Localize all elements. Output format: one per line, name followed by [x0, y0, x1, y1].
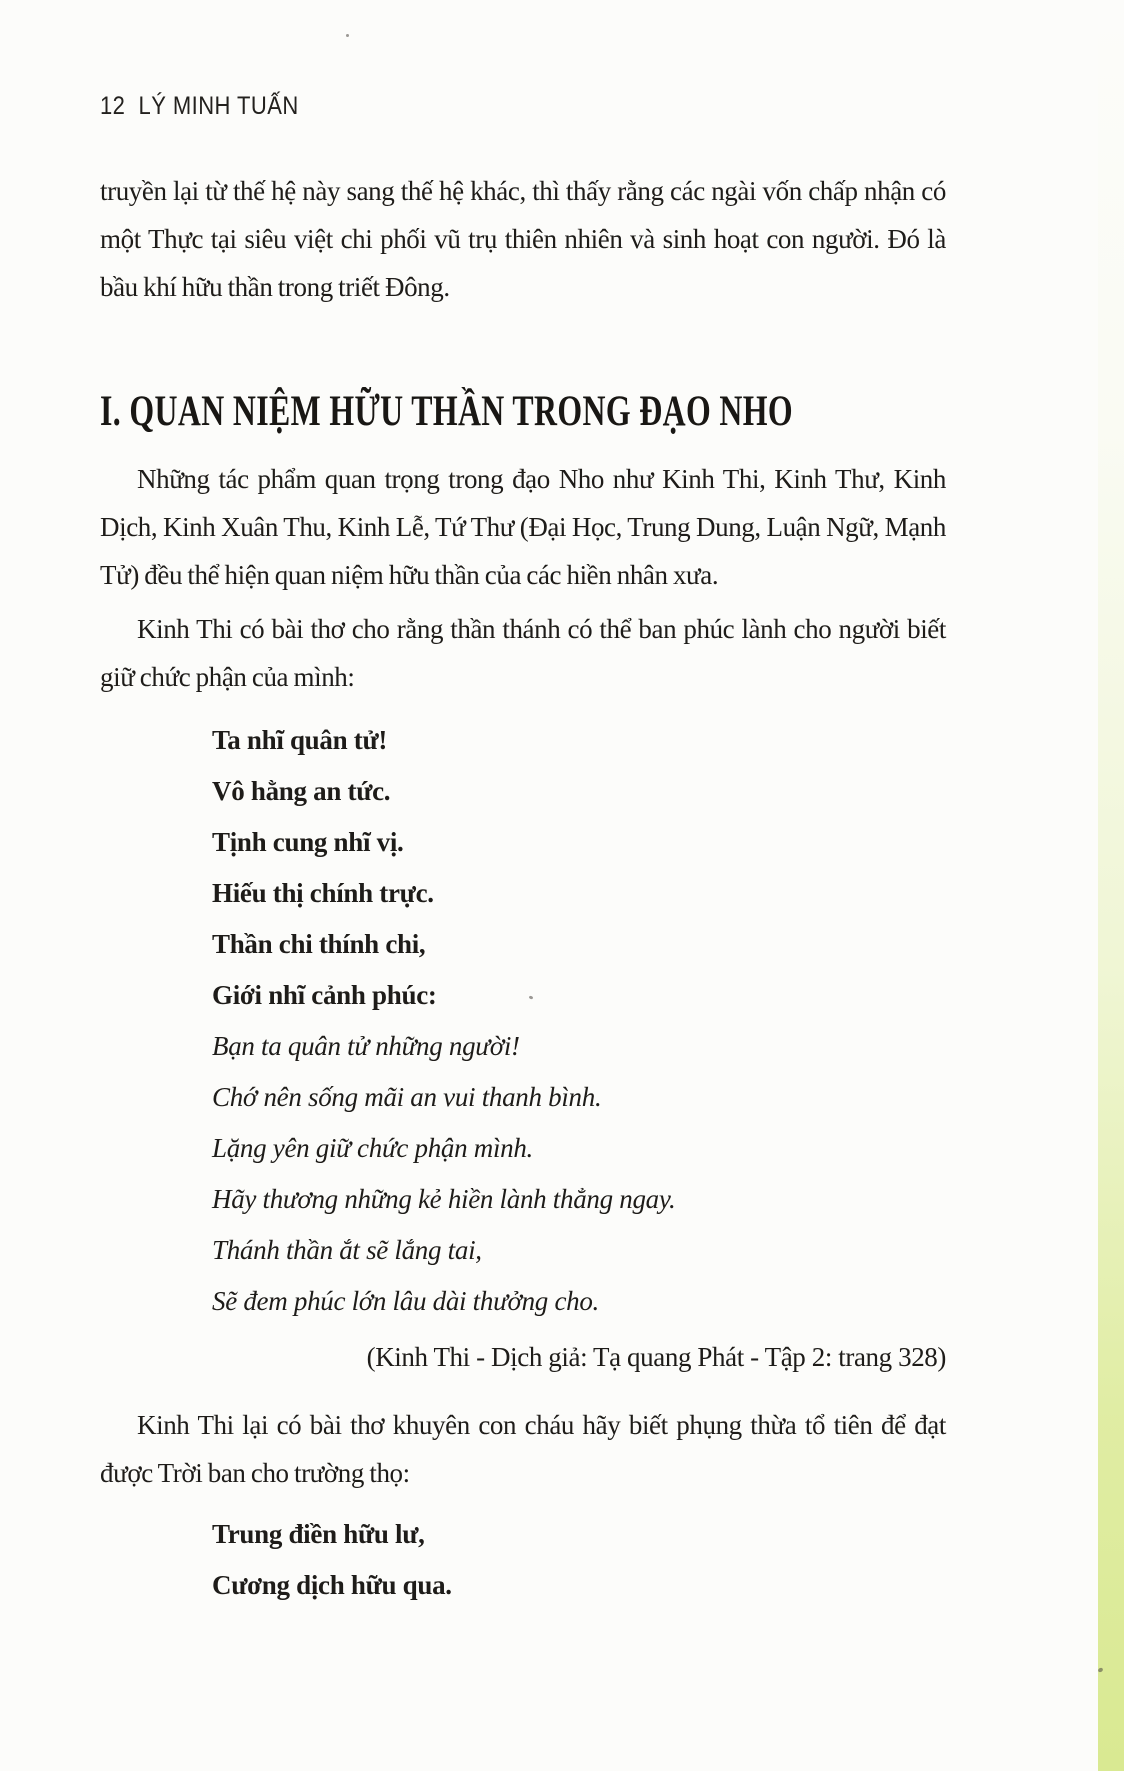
scan-edge-tint [1098, 0, 1124, 1771]
running-title: LÝ MINH TUẤN [138, 92, 299, 120]
poem-line: Hãy thương những kẻ hiền lành thẳng ngay. [212, 1184, 676, 1214]
intro-paragraph: truyền lại từ thế hệ này sang thế hệ khác, thì thấy rằng các ngài vốn chấp nhận có một Thực tại siêu việt chi phối vũ trụ thiên nhiên và sinh hoạt con người. Đó là bầu khí hữu thần trong triết Đông. [100, 176, 946, 302]
paragraph-poem-intro: Kinh Thi có bài thơ cho rằng thần thánh có thể ban phúc lành cho người biết giữ chức phận của mình: [100, 614, 946, 692]
poem-line: Trung điền hữu lư, [212, 1519, 425, 1549]
scan-speck [1097, 1667, 1103, 1673]
poem-line: Cương dịch hữu qua. [212, 1570, 452, 1600]
poem-line: Tịnh cung nhĩ vị. [212, 827, 404, 857]
poem-line: Ta nhĩ quân tử! [212, 725, 388, 755]
poem-line: Thần chi thính chi, [212, 929, 426, 959]
poem-sino-vietnamese [212, 715, 946, 1021]
page-content [100, 0, 946, 1611]
poem-citation: (Kinh Thi - Dịch giả: Tạ quang Phát - Tập 2: trang 328) [366, 1342, 946, 1372]
poem-vietnamese-translation [212, 1021, 946, 1327]
page-number: 12 [100, 92, 126, 120]
poem-line: Bạn ta quân tử những người! [212, 1031, 520, 1061]
poem-line: Thánh thần ắt sẽ lắng tai, [212, 1235, 482, 1265]
poem-line: Sẽ đem phúc lớn lâu dài thưởng cho. [212, 1286, 599, 1316]
poem-2-sino-vietnamese [212, 1509, 946, 1611]
poem-line: Chớ nên sống mãi an vui thanh bình. [212, 1082, 602, 1112]
paragraph-books: Những tác phẩm quan trọng trong đạo Nho như Kinh Thi, Kinh Thư, Kinh Dịch, Kinh Xuân Thu, Kinh Lễ, Tứ Thư (Đại Học, Trung Dung, Luận Ngữ, Mạnh Tử) đều thể hiện quan niệm hữu thần của các hiền nhân xưa. [100, 464, 946, 590]
poem-line: Lặng yên giữ chức phận mình. [212, 1133, 534, 1163]
section-heading: I. QUAN NIỆM HỮU THẦN TRONG ĐẠO NHO [100, 388, 793, 435]
poem-line: Giới nhĩ cảnh phúc: [212, 980, 437, 1010]
paragraph-ancestors: Kinh Thi lại có bài thơ khuyên con cháu hãy biết phụng thừa tổ tiên để đạt được Trời ban cho trường thọ: [100, 1410, 946, 1488]
poem-line: Hiếu thị chính trực. [212, 878, 434, 908]
poem-line: Vô hằng an tức. [212, 776, 391, 806]
running-head [100, 92, 844, 121]
